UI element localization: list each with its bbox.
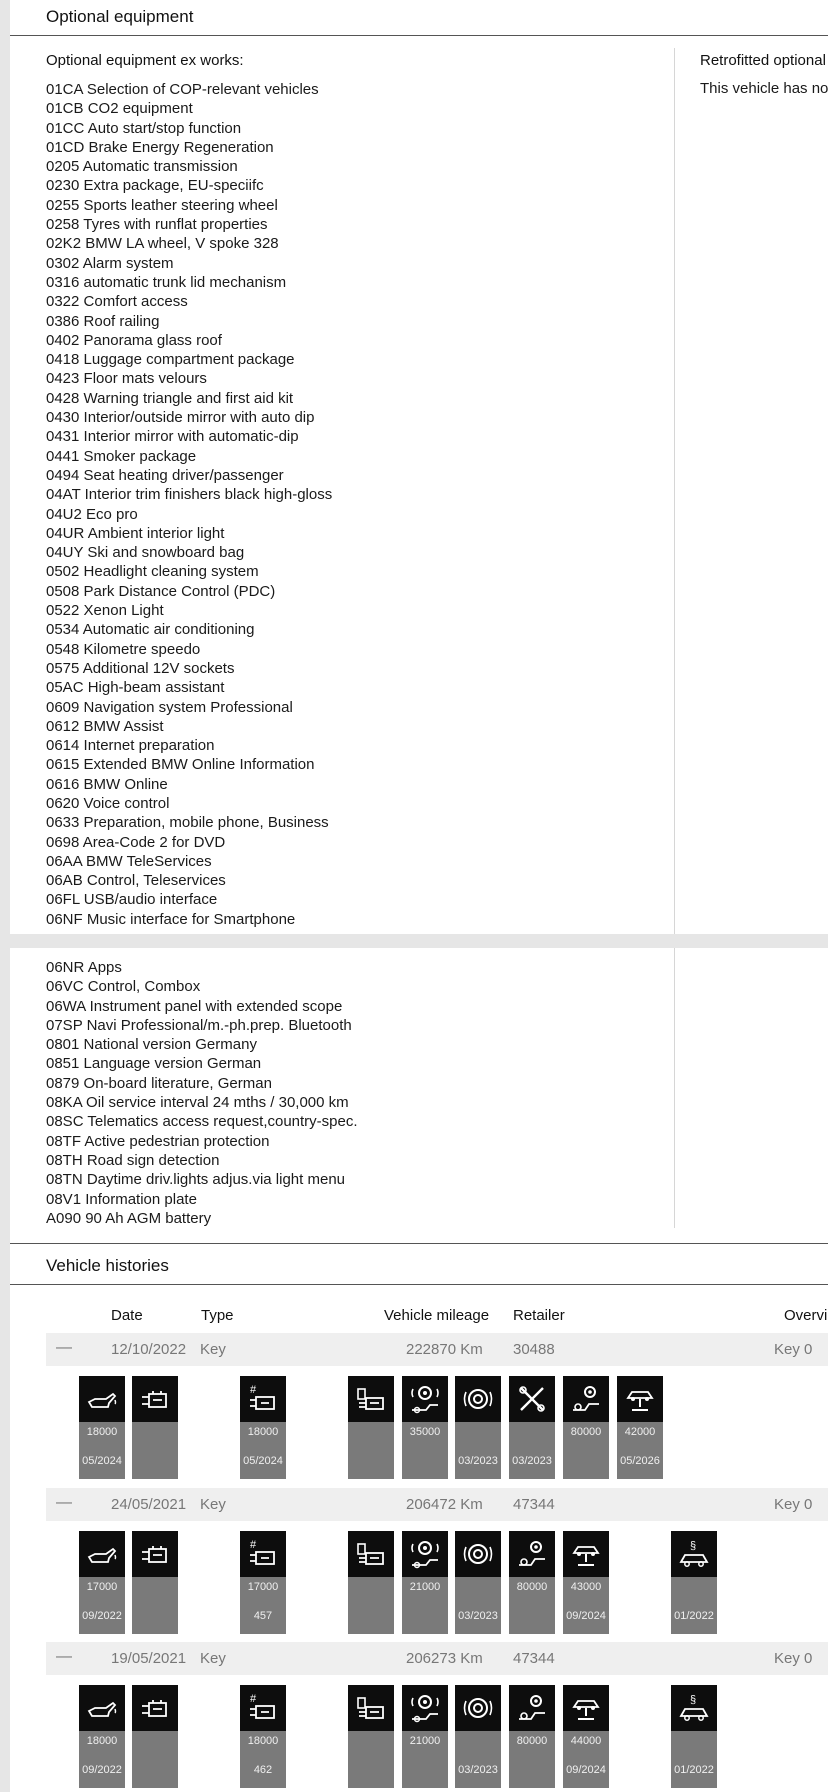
history-mileage: 206273 Km bbox=[406, 1650, 483, 1667]
optional-equipment-panel bbox=[10, 0, 828, 934]
equipment-item: 0494 Seat heating driver/passenger bbox=[46, 466, 284, 484]
history-mileage: 206472 Km bbox=[406, 1496, 483, 1513]
svg-text:§: § bbox=[690, 1694, 697, 1706]
equipment-item: 06WA Instrument panel with extended scope bbox=[46, 997, 343, 1015]
col-header-date: Date bbox=[111, 1307, 143, 1324]
oil-can-icon bbox=[79, 1376, 125, 1422]
equipment-item: 0614 Internet preparation bbox=[46, 737, 215, 755]
history-row bbox=[46, 1488, 828, 1521]
history-date: 12/10/2022 bbox=[111, 1341, 187, 1358]
svg-text:#: # bbox=[250, 1539, 257, 1551]
equipment-item: 0255 Sports leather steering wheel bbox=[46, 196, 278, 214]
tile-date-value: 01/2022 bbox=[674, 1764, 714, 1776]
equipment-item: 02K2 BMW LA wheel, V spoke 328 bbox=[46, 235, 279, 253]
service-tile bbox=[79, 1685, 125, 1788]
history-type: Key bbox=[200, 1341, 226, 1358]
column-divider-continued bbox=[674, 948, 675, 1228]
tile-date-value: 03/2023 bbox=[458, 1764, 498, 1776]
col-header-overview: Overvi bbox=[784, 1307, 828, 1324]
equipment-item: 0230 Extra package, EU-speciifc bbox=[46, 177, 264, 195]
service-tile bbox=[240, 1685, 286, 1788]
equipment-item: 0402 Panorama glass roof bbox=[46, 331, 222, 349]
service-tile bbox=[455, 1685, 501, 1788]
equipment-item: 0205 Automatic transmission bbox=[46, 158, 238, 176]
tile-date-value: 05/2024 bbox=[82, 1455, 122, 1467]
battery-hash-icon bbox=[240, 1531, 286, 1577]
equipment-item: 04AT Interior trim finishers black high-gloss bbox=[46, 486, 333, 504]
col-header-mileage: Vehicle mileage bbox=[384, 1307, 490, 1324]
brake-disc-icon bbox=[455, 1685, 501, 1731]
equipment-item: 06FL USB/audio interface bbox=[46, 891, 218, 909]
retrofitted-heading: Retrofitted optional bbox=[700, 52, 826, 69]
tile-date-value: 09/2024 bbox=[566, 1764, 606, 1776]
history-date: 24/05/2021 bbox=[111, 1496, 187, 1513]
service-tile bbox=[402, 1376, 448, 1479]
tools-icon bbox=[509, 1376, 555, 1422]
service-tile bbox=[240, 1531, 286, 1634]
collapse-toggle[interactable]: — bbox=[56, 1339, 72, 1356]
service-tile bbox=[79, 1376, 125, 1479]
equipment-item: 0428 Warning triangle and first aid kit bbox=[46, 389, 294, 407]
collapse-toggle[interactable]: — bbox=[56, 1494, 72, 1511]
tile-mileage-value: 44000 bbox=[570, 1735, 602, 1747]
equipment-item: 0575 Additional 12V sockets bbox=[46, 659, 235, 677]
col-header-type: Type bbox=[201, 1307, 234, 1324]
equipment-item: 08KA Oil service interval 24 mths / 30,000 km bbox=[46, 1094, 349, 1112]
ex-works-heading: Optional equipment ex works: bbox=[46, 52, 244, 69]
history-retailer: 47344 bbox=[513, 1496, 555, 1513]
service-tile bbox=[402, 1685, 448, 1788]
section-title-optional-equipment: Optional equipment bbox=[46, 7, 194, 26]
battery-hash-icon bbox=[240, 1685, 286, 1731]
equipment-item: 0851 Language version German bbox=[46, 1055, 262, 1073]
tile-date-value: 03/2023 bbox=[458, 1455, 498, 1467]
tile-mileage-value: 35000 bbox=[409, 1426, 441, 1438]
equipment-item: 0609 Navigation system Professional bbox=[46, 698, 293, 716]
service-tile bbox=[402, 1531, 448, 1634]
equipment-item: 06AB Control, Teleservices bbox=[46, 872, 226, 890]
service-tile bbox=[617, 1376, 663, 1479]
tile-mileage-value: 43000 bbox=[570, 1581, 602, 1593]
rear-brake-icon bbox=[563, 1376, 609, 1422]
service-tile bbox=[132, 1531, 178, 1634]
equipment-item: 0302 Alarm system bbox=[46, 254, 174, 272]
oil-can-icon bbox=[79, 1531, 125, 1577]
history-retailer: 30488 bbox=[513, 1341, 555, 1358]
rear-brake-icon bbox=[509, 1531, 555, 1577]
equipment-item: 06VC Control, Combox bbox=[46, 978, 201, 996]
equipment-item: 01CA Selection of COP-relevant vehicles bbox=[46, 81, 319, 98]
equipment-item: 05AC High-beam assistant bbox=[46, 679, 225, 697]
equipment-item: 06AA BMW TeleServices bbox=[46, 852, 212, 870]
fuel-battery-icon bbox=[348, 1685, 394, 1731]
service-tile bbox=[240, 1376, 286, 1479]
history-overview: Key 0 bbox=[774, 1496, 813, 1513]
tile-mileage-value: 18000 bbox=[247, 1426, 279, 1438]
collapse-toggle[interactable]: — bbox=[56, 1648, 72, 1665]
equipment-item: 0615 Extended BMW Online Information bbox=[46, 756, 315, 774]
tile-mileage-value: 18000 bbox=[86, 1735, 118, 1747]
tile-date-value: 462 bbox=[253, 1764, 273, 1776]
equipment-item: 0430 Interior/outside mirror with auto dip bbox=[46, 409, 315, 427]
tile-mileage-value: 42000 bbox=[624, 1426, 656, 1438]
tile-date-value: 05/2026 bbox=[620, 1455, 660, 1467]
tile-mileage-value: 21000 bbox=[409, 1581, 441, 1593]
equipment-item: 0316 automatic trunk lid mechanism bbox=[46, 273, 287, 291]
equipment-item: 0322 Comfort access bbox=[46, 293, 188, 311]
service-tile bbox=[79, 1531, 125, 1634]
battery-hash-icon bbox=[240, 1376, 286, 1422]
tile-mileage-value: 18000 bbox=[86, 1426, 118, 1438]
equipment-item: A090 90 Ah AGM battery bbox=[46, 1209, 212, 1227]
tile-date-value: 09/2024 bbox=[566, 1610, 606, 1622]
tile-date-value: 09/2022 bbox=[82, 1610, 122, 1622]
histories-top-divider bbox=[10, 1243, 828, 1244]
equipment-item: 06NR Apps bbox=[46, 959, 122, 976]
tile-date-value: 457 bbox=[253, 1610, 273, 1622]
equipment-item: 0616 BMW Online bbox=[46, 775, 168, 793]
tile-mileage-value: 80000 bbox=[516, 1735, 548, 1747]
equipment-item: 08V1 Information plate bbox=[46, 1190, 197, 1208]
service-tile bbox=[509, 1531, 555, 1634]
equipment-item: 0431 Interior mirror with automatic-dip bbox=[46, 428, 299, 446]
service-tile bbox=[132, 1685, 178, 1788]
car-lift-icon bbox=[617, 1376, 663, 1422]
oil-can-icon bbox=[79, 1685, 125, 1731]
equipment-item: 0502 Headlight cleaning system bbox=[46, 563, 259, 581]
history-retailer: 47344 bbox=[513, 1650, 555, 1667]
service-tile bbox=[455, 1531, 501, 1634]
equipment-item: 01CD Brake Energy Regeneration bbox=[46, 138, 274, 156]
history-overview: Key 0 bbox=[774, 1650, 813, 1667]
equipment-item: 0386 Roof railing bbox=[46, 312, 160, 330]
svg-text:#: # bbox=[250, 1384, 257, 1396]
service-tile bbox=[348, 1685, 394, 1788]
tile-mileage-value: 17000 bbox=[86, 1581, 118, 1593]
equipment-item: 07SP Navi Professional/m.-ph.prep. Bluetooth bbox=[46, 1016, 352, 1034]
filter-battery-icon bbox=[132, 1531, 178, 1577]
tile-date-value: 01/2022 bbox=[674, 1610, 714, 1622]
history-row bbox=[46, 1333, 828, 1366]
equipment-item: 08SC Telematics access request,country-spec. bbox=[46, 1113, 358, 1131]
equipment-item: 0508 Park Distance Control (PDC) bbox=[46, 582, 276, 600]
rear-brake-icon bbox=[509, 1685, 555, 1731]
brake-service-icon bbox=[402, 1376, 448, 1422]
filter-battery-icon bbox=[132, 1376, 178, 1422]
histories-title-divider bbox=[10, 1284, 828, 1285]
brake-service-icon bbox=[402, 1685, 448, 1731]
brake-service-icon bbox=[402, 1531, 448, 1577]
tile-date-value: 09/2022 bbox=[82, 1764, 122, 1776]
equipment-list bbox=[46, 80, 332, 929]
fuel-battery-icon bbox=[348, 1376, 394, 1422]
equipment-item: 0879 On-board literature, German bbox=[46, 1074, 272, 1092]
filter-battery-icon bbox=[132, 1685, 178, 1731]
car-lift-icon bbox=[563, 1685, 609, 1731]
history-type: Key bbox=[200, 1496, 226, 1513]
equipment-item: 0441 Smoker package bbox=[46, 447, 197, 465]
history-mileage: 222870 Km bbox=[406, 1341, 483, 1358]
equipment-item: 0418 Luggage compartment package bbox=[46, 351, 295, 369]
equipment-item: 08TH Road sign detection bbox=[46, 1151, 220, 1169]
equipment-item: 04UY Ski and snowboard bag bbox=[46, 544, 245, 562]
service-tile bbox=[563, 1376, 609, 1479]
fuel-battery-icon bbox=[348, 1531, 394, 1577]
service-tile bbox=[348, 1376, 394, 1479]
equipment-item: 0534 Automatic air conditioning bbox=[46, 621, 255, 639]
service-tile bbox=[671, 1531, 717, 1634]
equipment-item: 06NF Music interface for Smartphone bbox=[46, 910, 296, 928]
history-type: Key bbox=[200, 1650, 226, 1667]
title-divider bbox=[10, 35, 828, 36]
brake-disc-icon bbox=[455, 1376, 501, 1422]
tile-mileage-value: 17000 bbox=[247, 1581, 279, 1593]
brake-disc-icon bbox=[455, 1531, 501, 1577]
service-tile bbox=[563, 1685, 609, 1788]
tile-mileage-value: 18000 bbox=[247, 1735, 279, 1747]
equipment-item: 0258 Tyres with runflat properties bbox=[46, 216, 268, 234]
service-tile bbox=[455, 1376, 501, 1479]
history-overview: Key 0 bbox=[774, 1341, 813, 1358]
equipment-item: 0548 Kilometre speedo bbox=[46, 640, 201, 658]
tile-mileage-value: 80000 bbox=[570, 1426, 602, 1438]
equipment-item: 0522 Xenon Light bbox=[46, 602, 164, 620]
equipment-item: 01CC Auto start/stop function bbox=[46, 119, 242, 137]
equipment-item: 0612 BMW Assist bbox=[46, 717, 164, 735]
equipment-item: 04U2 Eco pro bbox=[46, 505, 138, 523]
inspection-paragraph-icon bbox=[671, 1531, 717, 1577]
column-divider bbox=[674, 48, 675, 934]
equipment-item: 01CB CO2 equipment bbox=[46, 100, 193, 118]
col-header-retailer: Retailer bbox=[513, 1307, 565, 1324]
inspection-paragraph-icon bbox=[671, 1685, 717, 1731]
car-lift-icon bbox=[563, 1531, 609, 1577]
tile-date-value: 05/2024 bbox=[243, 1455, 283, 1467]
service-tile bbox=[132, 1376, 178, 1479]
equipment-item: 04UR Ambient interior light bbox=[46, 524, 225, 542]
tile-date-value: 03/2023 bbox=[512, 1455, 552, 1467]
equipment-list-continued bbox=[46, 958, 358, 1228]
tile-mileage-value: 21000 bbox=[409, 1735, 441, 1747]
service-tile bbox=[671, 1685, 717, 1788]
tile-date-value: 03/2023 bbox=[458, 1610, 498, 1622]
equipment-item: 0423 Floor mats velours bbox=[46, 370, 207, 388]
history-date: 19/05/2021 bbox=[111, 1650, 187, 1667]
svg-text:§: § bbox=[690, 1540, 697, 1552]
equipment-item: 08TF Active pedestrian protection bbox=[46, 1132, 270, 1150]
equipment-item: 08TN Daytime driv.lights adjus.via light menu bbox=[46, 1171, 346, 1189]
service-tile bbox=[348, 1531, 394, 1634]
equipment-item: 0620 Voice control bbox=[46, 794, 170, 812]
svg-text:#: # bbox=[250, 1693, 257, 1705]
history-row bbox=[46, 1642, 828, 1675]
tile-mileage-value: 80000 bbox=[516, 1581, 548, 1593]
retrofitted-text: This vehicle has no bbox=[700, 80, 828, 97]
equipment-item: 0801 National version Germany bbox=[46, 1036, 257, 1054]
equipment-item: 0698 Area-Code 2 for DVD bbox=[46, 833, 226, 851]
service-tile bbox=[509, 1685, 555, 1788]
equipment-item: 0633 Preparation, mobile phone, Business bbox=[46, 814, 329, 832]
service-tile bbox=[509, 1376, 555, 1479]
service-tile bbox=[563, 1531, 609, 1634]
section-title-vehicle-histories: Vehicle histories bbox=[46, 1256, 169, 1275]
